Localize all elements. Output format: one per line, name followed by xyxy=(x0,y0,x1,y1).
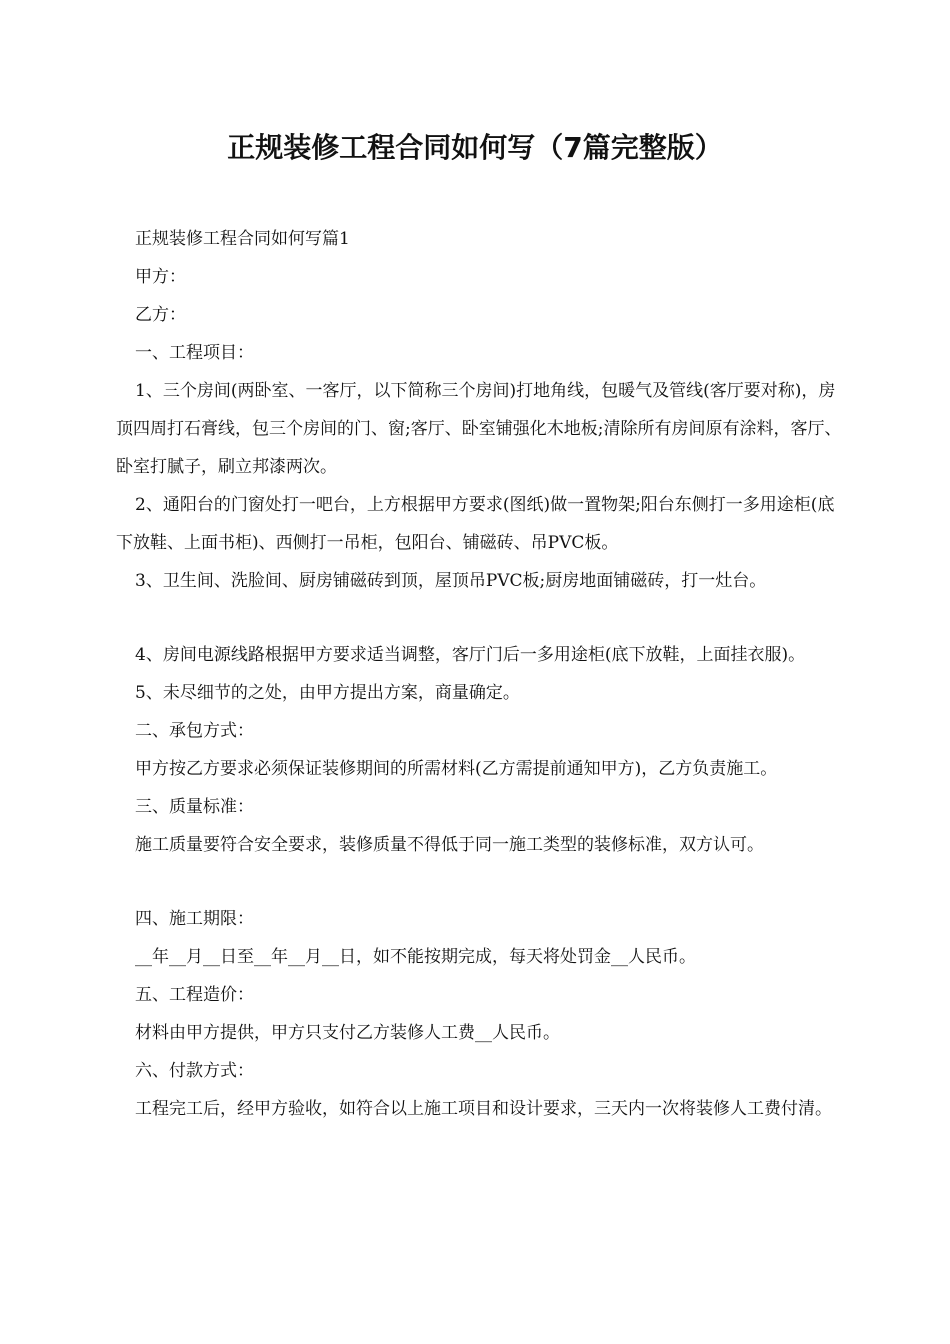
clause-text: 材料由甲方提供，甲方只支付乙方装修人工费__人民币。 xyxy=(135,1023,560,1043)
document-title: 正规装修工程合同如何写（7篇完整版） xyxy=(227,131,723,164)
party-a-label: 甲方： xyxy=(135,267,186,287)
clause-heading: 一、工程项目： xyxy=(135,343,254,363)
clause-heading: 二、承包方式： xyxy=(135,721,254,741)
party-b-label: 乙方： xyxy=(135,305,186,325)
clause-item: 5、未尽细节的之处，由甲方提出方案，商量确定。 xyxy=(135,683,520,703)
clause-item: 1、三个房间(两卧室、一客厅，以下简称三个房间)打地角线，包暖气及管线(客厅要对称)，房顶四周打石膏线，包三个房间的门、窗;客厅、卧室铺强化木地板;清除所有房间原有涂料，客厅、卧室打腻子，刷立邦漆两次。 xyxy=(116,381,842,477)
clause-item: 2、通阳台的门窗处打一吧台，上方根据甲方要求(图纸)做一置物架;阳台东侧打一多用途柜(底下放鞋、上面书柜)、西侧打一吊柜，包阳台、铺磁砖、吊PVC板。 xyxy=(116,495,835,553)
clause-item: 4、房间电源线路根据甲方要求适当调整，客厅门后一多用途柜(底下放鞋，上面挂衣服)。 xyxy=(135,645,806,665)
clause-heading: 四、施工期限： xyxy=(135,909,254,929)
clause-heading: 五、工程造价： xyxy=(135,985,254,1005)
clause-text: 工程完工后，经甲方验收，如符合以上施工项目和设计要求，三天内一次将装修人工费付清。 xyxy=(135,1099,832,1119)
clause-heading: 三、质量标准： xyxy=(135,797,254,817)
section-heading: 正规装修工程合同如何写篇1 xyxy=(135,229,350,249)
clause-text: 甲方按乙方要求必须保证装修期间的所需材料(乙方需提前通知甲方)，乙方负责施工。 xyxy=(135,759,778,779)
document-body xyxy=(116,220,851,1128)
clause-item: 3、卫生间、洗脸间、厨房铺磁砖到顶，屋顶吊PVC板;厨房地面铺磁砖，打一灶台。 xyxy=(135,571,767,591)
clause-heading: 六、付款方式： xyxy=(135,1061,254,1081)
clause-text: 施工质量要符合安全要求，装修质量不得低于同一施工类型的装修标准，双方认可。 xyxy=(135,835,764,855)
clause-text: __年__月__日至__年__月__日，如不能按期完成，每天将处罚金__人民币。 xyxy=(135,947,696,967)
